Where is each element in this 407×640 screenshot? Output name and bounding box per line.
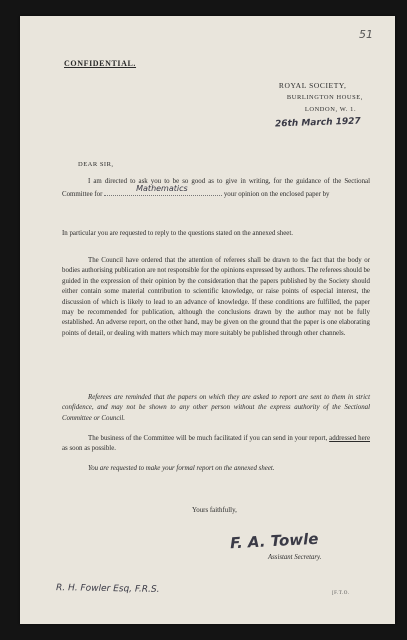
confidential-header: CONFIDENTIAL. [64, 59, 137, 68]
handwritten-date: 26th March 1927 [275, 116, 362, 130]
paragraph-council: The Council have ordered that the attention of referees shall be drawn to the fact that the body or bodies authorising publication are not responsible for the opinions expressed by authors. The referees should be guided in the expression of their opinion by the consideration that the papers published by the Society should either contain some material contribution to scientific knowledge, or raise points of especial interest, the discussion of which is likely to lead to an advance of knowledge. If these conditions are fulfilled, the paper may be recommended for publication, although the conclusions drawn by the author may not be fully established. An adverse report, on the other hand, may be given on the ground that the paper is one elaborating points of detail, or dealing with matters which may more suitably be published through other channels. [62, 257, 370, 337]
addressed-here: addressed here [329, 435, 370, 442]
paragraph-business-text-2: as soon as possible. [62, 445, 116, 453]
paragraph-formal-report: You are requested to make your formal report on the annexed sheet. [88, 465, 275, 472]
folio-number: 51 [359, 28, 373, 41]
paragraph-request [62, 177, 370, 201]
section-handwritten: Mathematics [136, 184, 188, 194]
address-line-1: ROYAL SOCIETY, [278, 81, 347, 90]
paragraph-business [62, 434, 370, 455]
section-fill-field [104, 184, 222, 196]
address-line-3: LONDON, W. 1. [304, 106, 357, 113]
signature-title: Assistant Secretary. [268, 554, 322, 561]
printer-code: [F.T.O. [332, 591, 350, 596]
salutation: DEAR SIR, [78, 161, 114, 168]
signature: F. A. Towle [229, 529, 319, 553]
paragraph-request-text-1: I am directed to ask you to be so good as to give in writing, for the guidance of the Sectional Committee for [62, 178, 370, 199]
recipient-name: R. H. Fowler Esq, F.R.S. [55, 583, 160, 595]
paragraph-questions: In particular you are requested to reply to the questions stated on the annexed sheet. [62, 230, 293, 237]
closing: Yours faithfully, [192, 507, 237, 514]
paragraph-confidence-note: Referees are reminded that the papers on which they are asked to report are sent to them in strict confidence, and may not be shown to any other person without the express authority of the Sectional Committee or Council. [62, 394, 370, 422]
address-line-2: BURLINGTON HOUSE, [286, 94, 363, 101]
paragraph-request-text-2: your opinion on the enclosed paper by [223, 191, 330, 199]
sender-address [279, 80, 363, 116]
paragraph-business-text-1: The business of the Committee will be much facilitated if you can send in your report, [88, 435, 328, 442]
letter-sheet [20, 16, 395, 624]
